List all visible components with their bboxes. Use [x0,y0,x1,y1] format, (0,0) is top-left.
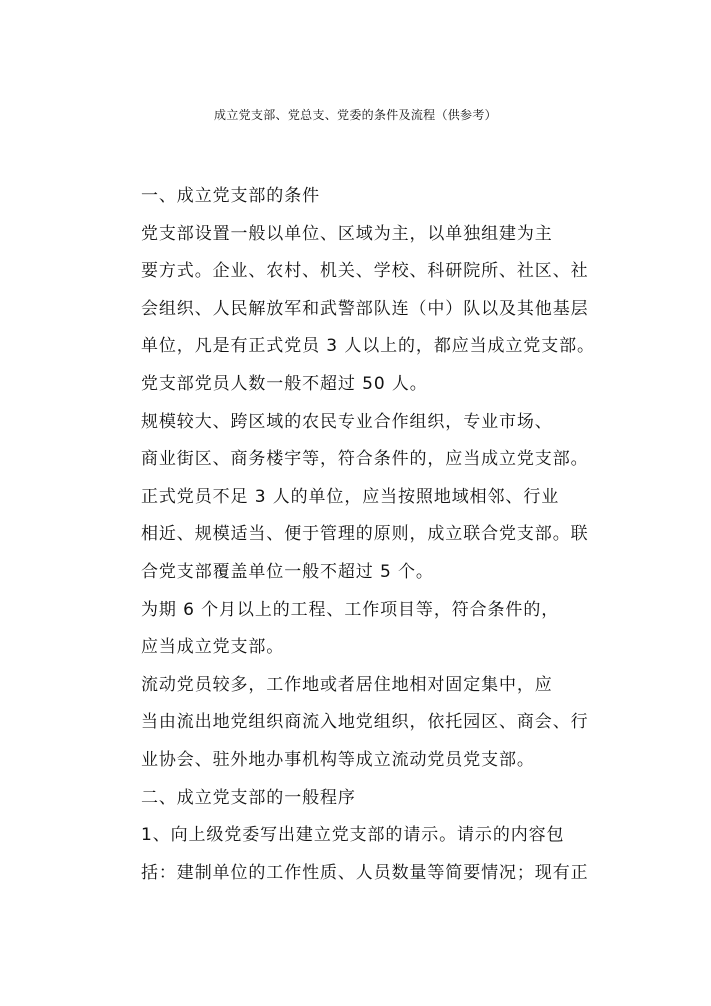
text-line: 正式党员不足 3 人的单位，应当按照地域相邻、行业 [141,486,560,507]
text-line: 合党支部覆盖单位一般不超过 5 个。 [141,561,434,582]
text-line: 会组织、人民解放军和武警部队连（中）队以及其他基层 [141,298,589,319]
text-line: 一、成立党支部的条件 [141,186,320,206]
text-line: 流动党员较多，工作地或者居住地相对固定集中，应 [141,674,553,695]
text-line: 当由流出地党组织商流入地党组织，依托园区、商会、行 [141,712,589,733]
text-line: 要方式。企业、农村、机关、学校、科研院所、社区、社 [141,261,589,282]
text-line: 单位，凡是有正式党员 3 人以上的，都应当成立党支部。 [141,336,595,357]
text-line: 规模较大、跨区域的农民专业合作组织，专业市场、 [141,411,553,432]
text-line: 为期 6 个月以上的工程、工作项目等，符合条件的， [141,599,560,620]
para-floating-members [107,667,595,780]
heading-conditions [107,178,595,216]
text-line: 商业街区、商务楼宇等，符合条件的，应当成立党支部。 [141,449,589,470]
text-line: 应当成立党支部。 [141,637,285,658]
para-member-limit [107,366,595,404]
para-step-1 [107,817,595,892]
text-line: 括：建制单位的工作性质、人员数量等简要情况；现有正 [141,862,589,883]
para-projects [107,592,595,667]
text-line: 相近、规模适当、便于管理的原则，成立联合党支部。联 [141,524,589,545]
text-line: 党支部设置一般以单位、区域为主，以单独组建为主 [141,223,553,244]
para-joint-branch [107,479,595,592]
para-large-orgs [107,404,595,479]
document-body [107,178,595,892]
heading-procedure [107,780,595,818]
document-title: 成立党支部、党总支、党委的条件及流程（供参考） [214,108,497,122]
para-setup-methods [107,216,595,366]
text-line: 二、成立党支部的一般程序 [141,787,356,808]
text-line: 党支部党员人数一般不超过 50 人。 [141,373,428,394]
text-line: 业协会、驻外地办事机构等成立流动党员党支部。 [141,749,535,770]
text-line: 1、向上级党委写出建立党支部的请示。请示的内容包 [141,825,565,846]
